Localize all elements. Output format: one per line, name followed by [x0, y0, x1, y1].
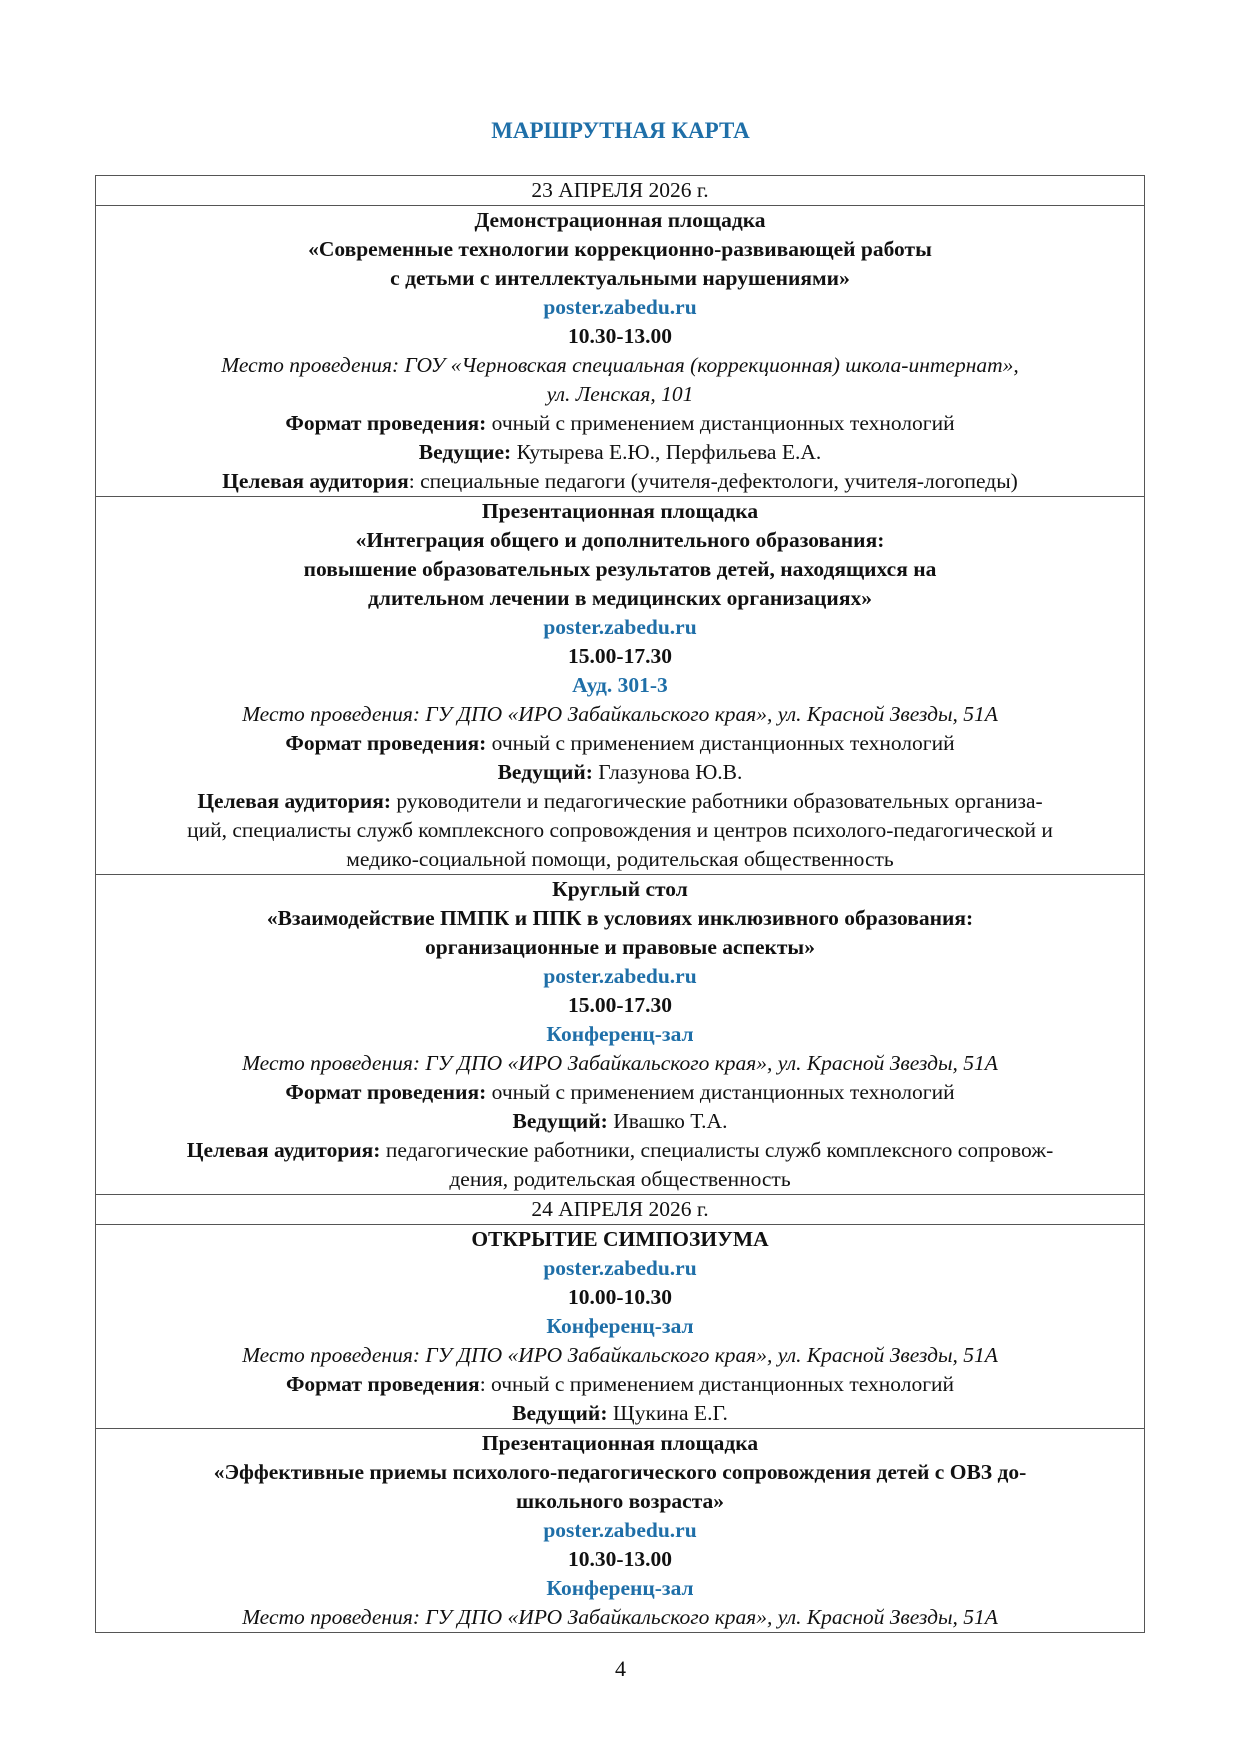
event-row [96, 1429, 1145, 1633]
format-label: Формат проведения [285, 411, 480, 435]
event-cell [96, 1429, 1145, 1633]
event-title-line: школьного возраста» [515, 1489, 725, 1513]
event-room: Ауд. 301-3 [572, 673, 668, 697]
event-host [102, 758, 1138, 787]
event-host [102, 1107, 1138, 1136]
format-label: Формат проведения [285, 1080, 480, 1104]
event-place-line: ул. Ленская, 101 [546, 382, 694, 406]
event-row [96, 497, 1145, 875]
event-type: Круглый стол [552, 877, 688, 901]
event-format: Формат проведения: очный с применением дистанционных технологий [285, 411, 955, 435]
event-link[interactable]: poster.zabedu.ru [543, 1256, 697, 1280]
event-row [96, 206, 1145, 497]
host-label: Ведущий: [512, 1401, 608, 1425]
event-format: Формат проведения: очный с применением дистанционных технологий [285, 1372, 955, 1396]
event-audience: Целевая аудитория: специальные педагоги (учителя-дефектологи, учителя-логопеды) [222, 469, 1018, 493]
format-value: очный с применением дистанционных технологий [491, 731, 955, 755]
event-cell [96, 206, 1145, 497]
event-cell [96, 875, 1145, 1195]
event-audience-line: ций, специалисты служб комплексного сопровождения и центров психолого-педагогической и [187, 818, 1053, 842]
event-time: 10.30-13.00 [568, 324, 672, 348]
event-time: 10.30-13.00 [568, 1547, 672, 1571]
event-audience-line: медико-социальной помощи, родительская общественность [346, 847, 894, 871]
format-label: Формат проведения [285, 1372, 480, 1396]
host-label: Ведущие: [418, 440, 512, 464]
format-value: очный с применением дистанционных технологий [491, 1372, 955, 1396]
place-label: Место проведения: [221, 353, 405, 377]
event-time: 15.00-17.30 [568, 644, 672, 668]
host-label: Ведущий: [497, 760, 593, 784]
event-place [102, 1603, 1138, 1632]
place-label: Место проведения: [242, 1343, 426, 1367]
event-title-line: «Современные технологии коррекционно-развивающей работы [308, 237, 932, 261]
event-host [102, 438, 1138, 467]
event-audience: Целевая аудитория: педагогические работники, специалисты служб комплексного сопровож- [186, 1138, 1054, 1162]
format-value: очный с применением дистанционных технологий [491, 1080, 955, 1104]
event-cell [96, 497, 1145, 875]
event-time: 10.00-10.30 [568, 1285, 672, 1309]
audience-value: педагогические работники, специалисты служб комплексного сопровож- [385, 1138, 1054, 1162]
event-format: Формат проведения: очный с применением дистанционных технологий [285, 731, 955, 755]
event-place [102, 700, 1138, 729]
host-value: Кутырева Е.Ю., Перфильева Е.А. [516, 440, 822, 464]
event-type: Презентационная площадка [481, 499, 759, 523]
event-row [96, 875, 1145, 1195]
page-number: 4 [615, 1656, 626, 1681]
date-cell: 24 АПРЕЛЯ 2026 г. [96, 1195, 1145, 1225]
event-title-line: с детьми с интеллектуальными нарушениями» [390, 266, 850, 290]
page-title: МАРШРУТНАЯ КАРТА [491, 118, 750, 143]
event-title-line: организационные и правовые аспекты» [425, 935, 815, 959]
event-row [96, 1225, 1145, 1429]
audience-label: Целевая аудитория [197, 789, 384, 813]
host-value: Глазунова Ю.В. [598, 760, 743, 784]
event-title-line: «Взаимодействие ПМПК и ППК в условиях инклюзивного образования: [266, 906, 974, 930]
place-label: Место проведения: [242, 702, 426, 726]
format-value: очный с применением дистанционных технологий [491, 411, 955, 435]
date-row [96, 1195, 1145, 1225]
event-link[interactable]: poster.zabedu.ru [543, 964, 697, 988]
route-map-table [95, 175, 1145, 1633]
event-title-line: «Интеграция общего и дополнительного образования: [355, 528, 885, 552]
event-type: Презентационная площадка [481, 1431, 759, 1455]
event-type: ОТКРЫТИЕ СИМПОЗИУМА [471, 1227, 769, 1251]
place-value: ГУ ДПО «ИРО Забайкальского края», ул. Красной Звезды, 51А [425, 1605, 998, 1629]
event-link[interactable]: poster.zabedu.ru [543, 615, 697, 639]
event-title-line: повышение образовательных результатов детей, находящихся на [303, 557, 937, 581]
host-value: Щукина Е.Г. [612, 1401, 728, 1425]
event-room: Конференц-зал [546, 1576, 694, 1600]
place-value: ГОУ «Черновская специальная (коррекционная) школа-интернат», [404, 353, 1019, 377]
event-title-line: «Эффективные приемы психолого-педагогического сопровождения детей с ОВЗ до- [213, 1460, 1027, 1484]
host-value: Ивашко Т.А. [613, 1109, 728, 1133]
event-place [102, 1049, 1138, 1078]
place-label: Место проведения: [242, 1605, 426, 1629]
event-audience-line: дения, родительская общественность [449, 1167, 791, 1191]
format-label: Формат проведения [285, 731, 480, 755]
place-value: ГУ ДПО «ИРО Забайкальского края», ул. Красной Звезды, 51А [425, 702, 998, 726]
place-label: Место проведения: [242, 1051, 426, 1075]
audience-label: Целевая аудитория [222, 469, 409, 493]
event-type: Демонстрационная площадка [474, 208, 766, 232]
event-link[interactable]: poster.zabedu.ru [543, 1518, 697, 1542]
audience-value: руководители и педагогические работники образовательных организа- [396, 789, 1043, 813]
event-room: Конференц-зал [546, 1314, 694, 1338]
event-time: 15.00-17.30 [568, 993, 672, 1017]
date-row [96, 176, 1145, 206]
audience-label: Целевая аудитория [186, 1138, 374, 1162]
date-cell: 23 АПРЕЛЯ 2026 г. [96, 176, 1145, 206]
event-format: Формат проведения: очный с применением дистанционных технологий [285, 1080, 955, 1104]
event-host [102, 1399, 1138, 1428]
event-audience: Целевая аудитория: руководители и педагогические работники образовательных организа- [197, 789, 1043, 813]
event-room: Конференц-зал [546, 1022, 694, 1046]
event-title-line: длительном лечении в медицинских организациях» [368, 586, 872, 610]
event-cell [96, 1225, 1145, 1429]
event-place [102, 351, 1138, 380]
place-value: ГУ ДПО «ИРО Забайкальского края», ул. Красной Звезды, 51А [425, 1051, 998, 1075]
host-label: Ведущий: [512, 1109, 608, 1133]
place-value: ГУ ДПО «ИРО Забайкальского края», ул. Красной Звезды, 51А [425, 1343, 998, 1367]
event-link[interactable]: poster.zabedu.ru [543, 295, 697, 319]
audience-value: специальные педагоги (учителя-дефектологи, учителя-логопеды) [420, 469, 1018, 493]
event-place [102, 1341, 1138, 1370]
